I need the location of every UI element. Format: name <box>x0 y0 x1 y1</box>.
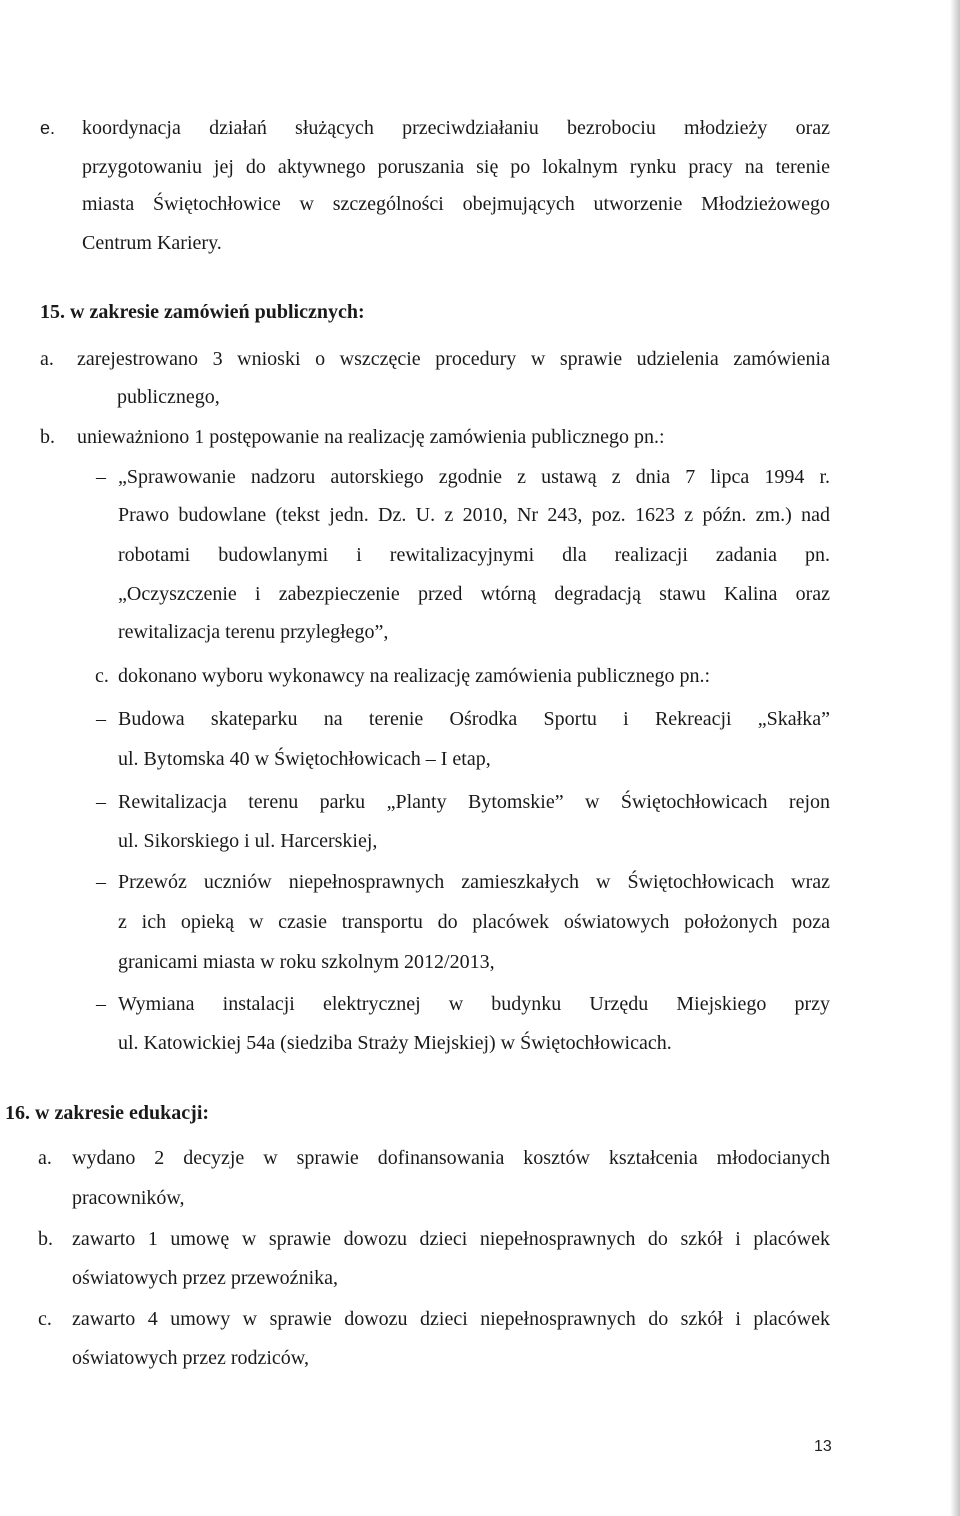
list-marker: b. <box>40 426 55 448</box>
text-line: oświatowych przez rodziców, <box>72 1347 309 1369</box>
list-marker: c. <box>38 1308 52 1330</box>
text-line: miasta Świętochłowice w szczególności obejmujących utworzenie Młodzieżowego <box>82 193 830 215</box>
bullet-dash: – <box>96 871 106 893</box>
text-line: zarejestrowano 3 wnioski o wszczęcie procedury w sprawie udzielenia zamówienia <box>77 348 830 370</box>
text-line: publicznego, <box>117 386 220 408</box>
text-line: robotami budowlanymi i rewitalizacyjnymi dla realizacji zadania pn. <box>118 544 830 566</box>
text-line: oświatowych przez przewoźnika, <box>72 1267 338 1289</box>
page-edge-shadow <box>950 0 960 1516</box>
text-line: „Oczyszczenie i zabezpieczenie przed wtórną degradacją stawu Kalina oraz <box>118 583 830 605</box>
list-marker: c. <box>95 665 109 687</box>
section-heading: 16. w zakresie edukacji: <box>5 1102 210 1124</box>
list-marker: a. <box>40 348 54 370</box>
text-line: zawarto 1 umowę w sprawie dowozu dzieci niepełnosprawnych do szkół i placówek <box>72 1228 830 1250</box>
text-line: „Sprawowanie nadzoru autorskiego zgodnie z ustawą z dnia 7 lipca 1994 r. <box>118 466 830 488</box>
text-line: pracowników, <box>72 1187 185 1209</box>
text-line: Centrum Kariery. <box>82 232 222 254</box>
text-line: ul. Bytomska 40 w Świętochłowicach – I etap, <box>118 748 491 770</box>
text-line: ul. Katowickiej 54a (siedziba Straży Miejskiej) w Świętochłowicach. <box>118 1032 672 1054</box>
text-line: koordynacja działań służących przeciwdziałaniu bezrobociu młodzieży oraz <box>82 117 830 139</box>
bullet-dash: – <box>96 993 106 1015</box>
text-line: Wymiana instalacji elektrycznej w budynku Urzędu Miejskiego przy <box>118 993 830 1015</box>
text-line: ul. Sikorskiego i ul. Harcerskiej, <box>118 830 378 852</box>
text-line: przygotowaniu jej do aktywnego poruszania się po lokalnym rynku pracy na terenie <box>82 156 830 178</box>
text-line: zawarto 4 umowy w sprawie dowozu dzieci niepełnosprawnych do szkół i placówek <box>72 1308 830 1330</box>
text-line: z ich opieką w czasie transportu do placówek oświatowych położonych poza <box>118 911 830 933</box>
list-marker: b. <box>38 1228 53 1250</box>
text-line: Przewóz uczniów niepełnosprawnych zamieszkałych w Świętochłowicach wraz <box>118 871 830 893</box>
text-line: Budowa skateparku na terenie Ośrodka Sportu i Rekreacji „Skałka” <box>118 708 830 730</box>
text-line: rewitalizacja terenu przyległego”, <box>118 621 389 643</box>
bullet-dash: – <box>96 708 106 730</box>
text-line: granicami miasta w roku szkolnym 2012/2013, <box>118 951 495 973</box>
section-heading: 15. w zakresie zamówień publicznych: <box>40 301 365 323</box>
page-number: 13 <box>814 1438 832 1455</box>
list-marker: a. <box>38 1147 52 1169</box>
text-line: wydano 2 decyzje w sprawie dofinansowania kosztów kształcenia młodocianych <box>72 1147 830 1169</box>
text-line: dokonano wyboru wykonawcy na realizację zamówienia publicznego pn.: <box>118 665 711 687</box>
bullet-dash: – <box>96 466 106 488</box>
list-marker: e. <box>40 118 56 138</box>
text-line: Rewitalizacja terenu parku „Planty Bytomskie” w Świętochłowicach rejon <box>118 791 830 813</box>
text-line: unieważniono 1 postępowanie na realizację zamówienia publicznego pn.: <box>77 426 665 448</box>
bullet-dash: – <box>96 791 106 813</box>
text-line: Prawo budowlane (tekst jedn. Dz. U. z 2010, Nr 243, poz. 1623 z późn. zm.) nad <box>118 504 830 526</box>
